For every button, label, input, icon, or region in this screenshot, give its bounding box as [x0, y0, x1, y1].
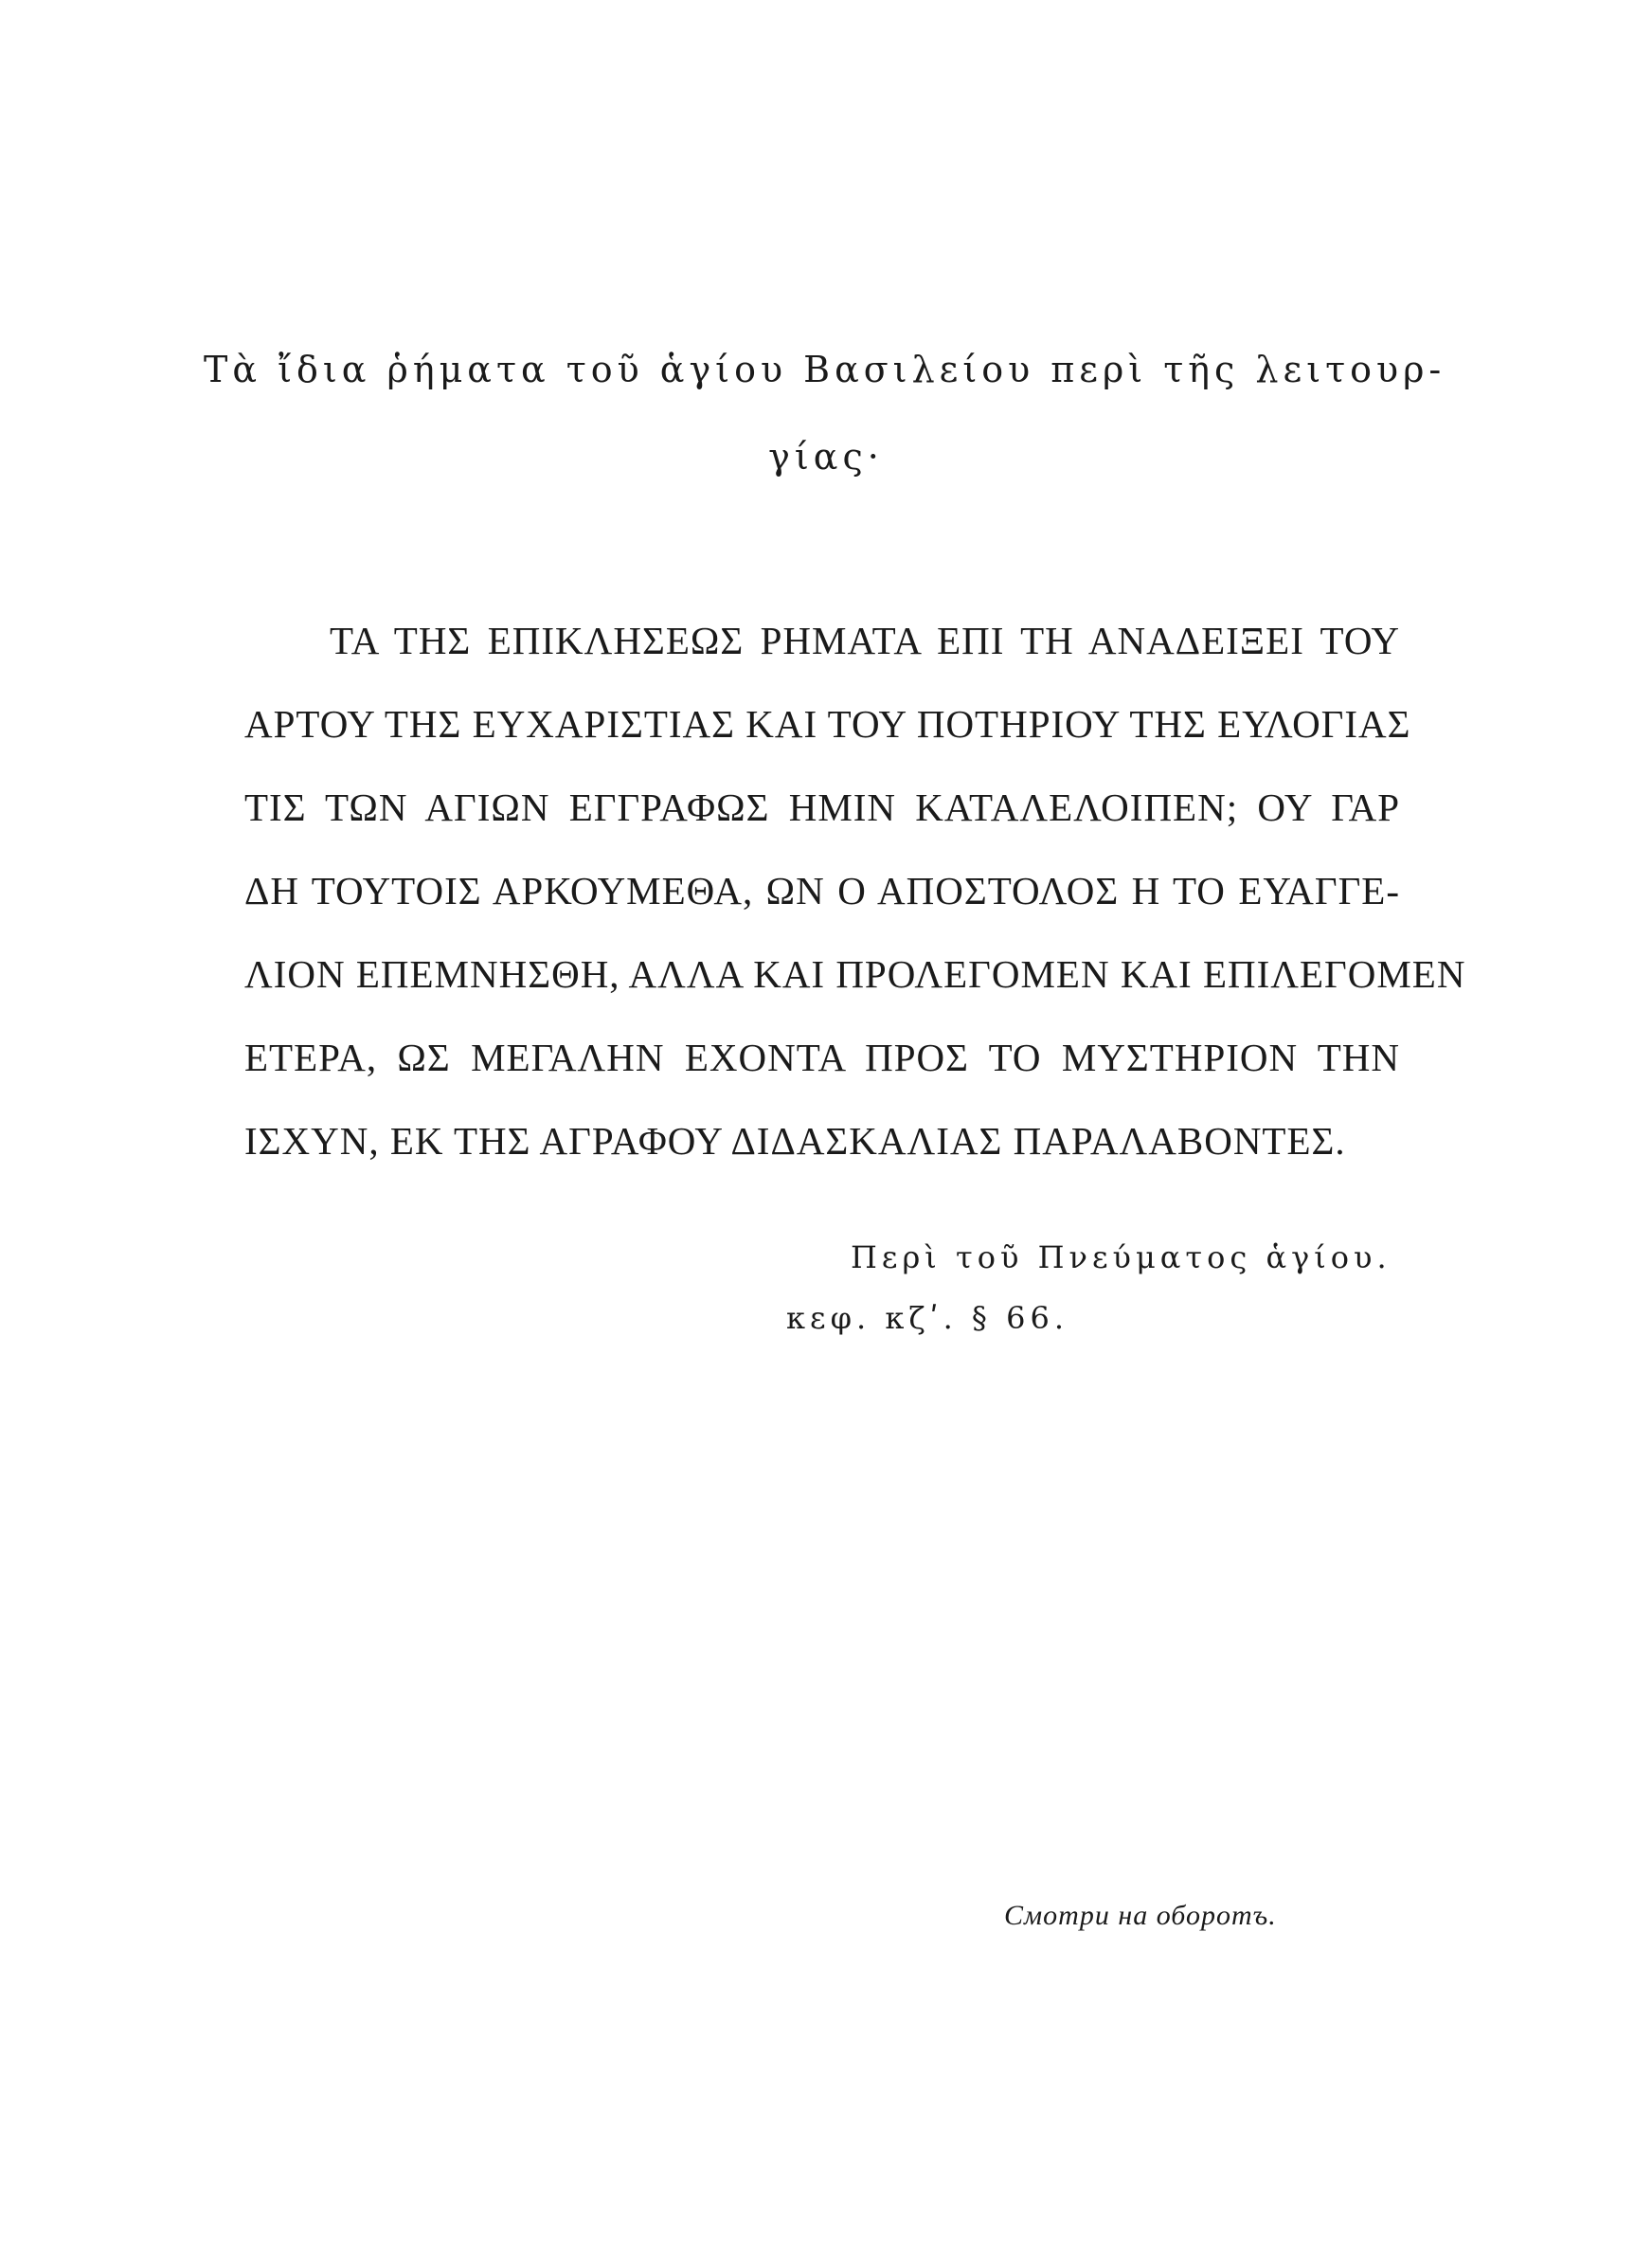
- citation-reference: κεφ. κζʹ. § 66.: [786, 1300, 1068, 1336]
- heading-line-2: γίας·: [768, 436, 884, 478]
- quote-line: ΤΑ ΤΗΣ ΕΠΙΚΛΗΣΕΩΣ ΡΗΜΑΤΑ ΕΠΙ ΤΗ ΑΝΑΔΕΙΞΕΙ ΤΟΥ: [330, 619, 1400, 662]
- quote-block: [244, 599, 1466, 1183]
- footer-note: Смотри на оборотъ.: [1004, 1900, 1277, 1931]
- heading-line-1: Τὰ ἴδια ῥήματα τοῦ ἁγίου Βασιλείου περὶ τῆς λειτουρ-: [204, 349, 1446, 390]
- quote-line: ΕΤΕΡΑ, ΩΣ ΜΕΓΑΛΗΝ ΕΧΟΝΤΑ ΠΡΟΣ ΤΟ ΜΥΣΤΗΡΙΟΝ ΤΗΝ: [244, 1036, 1400, 1079]
- citation: [786, 1227, 1392, 1348]
- quote-line: ΛΙΟΝ ΕΠΕΜΝΗΣΘΗ, ΑΛΛΑ ΚΑΙ ΠΡΟΛΕΓΟΜΕΝ ΚΑΙ ΕΠΙΛΕΓΟΜΕΝ: [244, 952, 1466, 996]
- quote-line: ΙΣΧΥΝ, ΕΚ ΤΗΣ ΑΓΡΑΦΟΥ ΔΙΔΑΣΚΑΛΙΑΣ ΠΑΡΑΛΑΒΟΝΤΕΣ.: [244, 1119, 1346, 1163]
- citation-title: Περὶ τοῦ Πνεύματος ἁγίου.: [851, 1239, 1392, 1275]
- quote-line: ΑΡΤΟΥ ΤΗΣ ΕΥΧΑΡΙΣΤΙΑΣ ΚΑΙ ΤΟΥ ΠΟΤΗΡΙΟΥ ΤΗΣ ΕΥΛΟΓΙΑΣ: [244, 702, 1411, 746]
- quote-line: ΤΙΣ ΤΩΝ ΑΓΙΩΝ ΕΓΓΡΑΦΩΣ ΗΜΙΝ ΚΑΤΑΛΕΛΟΙΠΕΝ; ΟΥ ΓΑΡ: [244, 785, 1400, 829]
- quote-line: ΔΗ ΤΟΥΤΟΙΣ ΑΡΚΟΥΜΕΘΑ, ΩΝ Ο ΑΠΟΣΤΟΛΟΣ Η ΤΟ ΕΥΑΓΓΕ-: [244, 869, 1400, 912]
